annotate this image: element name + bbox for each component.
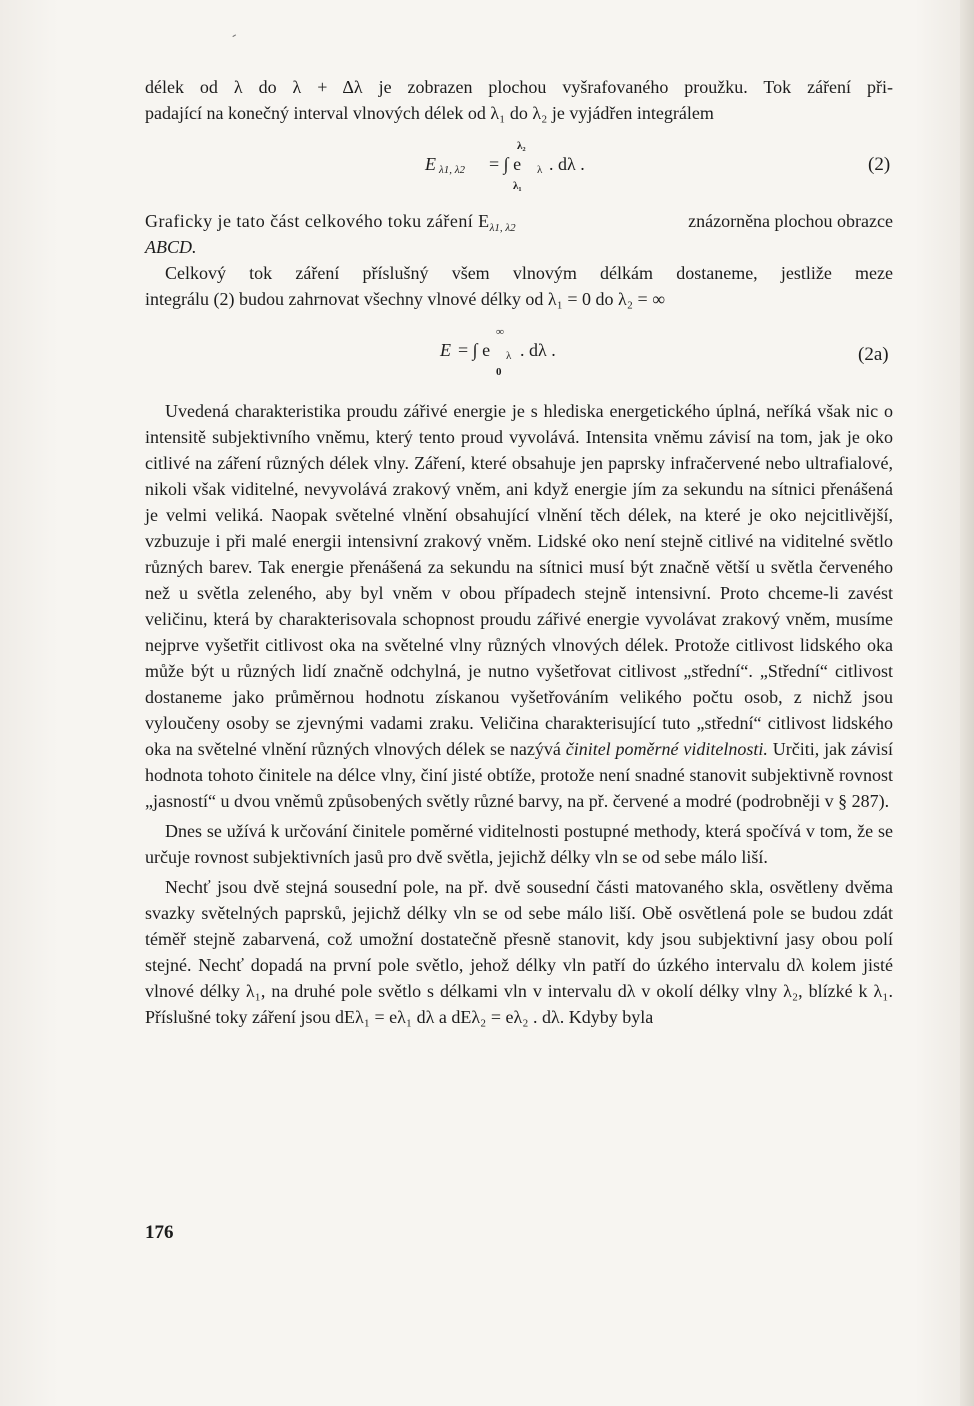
eq2-tail: . dλ . bbox=[549, 154, 585, 174]
paragraph-urciti: Určiti, jak závisí hodnota tohoto činitele na délce vlny, činí jisté obtíže, protože není snadné stanovit subjektivně rovnost „jasností“ u dvou vněmů způsobených světly různé barvy, na př. červené a modré (podrobněji v § 287). bbox=[145, 739, 893, 811]
graficky-part-2: znázorněna plochou obrazce bbox=[688, 211, 893, 231]
eq2-body-sub: λ bbox=[537, 164, 543, 176]
graficky-part-1: Graficky je tato část celkového toku záření E bbox=[145, 211, 490, 231]
eq2-number: (2) bbox=[868, 154, 891, 175]
eq2a-body: = ∫ e bbox=[458, 340, 491, 360]
eq2-lhs: E bbox=[425, 154, 436, 174]
graficky-sub: λ1, λ2 bbox=[489, 222, 516, 234]
main-body bbox=[145, 398, 893, 1030]
intro-text bbox=[145, 74, 893, 126]
term-italic: činitel poměrné viditelnosti. bbox=[565, 739, 768, 759]
graficky-text bbox=[145, 208, 893, 260]
abcd-label: ABCD. bbox=[145, 237, 197, 257]
eq2a-upper-limit: ∞ bbox=[496, 326, 504, 338]
eq2-lower-limit: λ₁ bbox=[513, 180, 522, 192]
intro-line-1: délek od λ do λ + Δλ je zobrazen plochou vyšrafovaného proužku. Tok záření při- bbox=[145, 77, 893, 97]
equation-2a bbox=[440, 326, 895, 382]
eq2a-number: (2a) bbox=[858, 344, 889, 365]
paragraph-dnes: Dnes se užívá k určování činitele poměrné viditelnosti postupné methody, která spočívá v tom, že se určuje rovnost subjektivních jasů pro dvě světla, jejichž délky vln se od sebe málo liší. bbox=[145, 821, 893, 867]
equation-2 bbox=[425, 140, 895, 196]
celkovy-line-1: Celkový tok záření příslušný všem vlnovým délkám dostaneme, jestliže meze bbox=[165, 263, 893, 283]
eq2-upper-limit: λ₂ bbox=[517, 140, 526, 152]
eq2a-tail: . dλ . bbox=[520, 340, 556, 360]
celkovy-line-2: integrálu (2) budou zahrnovat všechny vlnové délky od λ₁ = 0 do λ₂ = ∞ bbox=[145, 289, 666, 309]
paragraph-uvedena-text: Uvedená charakteristika proudu zářivé energie je s hlediska energetického úplná, neříká však nic o intensitě subjektivního vněmu, který tento proud vyvolává. Intensita vněmu závisí na tom, jak je oko citlivé na záření různých délek vlny. Záření, které obsahuje jen paprsky infračervené nebo ultrafialové, nikoli však viditelné, nevyvolává zrakový vněm, ani když energie jím za sekundu na sítnici přenášená je velmi veliká. Naopak světelné vlnění obsahující vlnění těch délek, na které je oko nejcitlivější, vzbuzuje i při malé energii intensivní zrakový vněm. Lidské oko není stejně citlivé na viditelné světlo různých barev. Tak energie přenášená za sekundu na sítnici musí být značně větší u světla červeného než u světla zeleného, aby byl vněm v obou případech stejně intensivní. Proto chceme-li zavést veličinu, která by charakterisovala schopnost proudu zářivé energie vyvolávat zrakový vněm, musíme nejprve vyšetřit citlivost oka na světelné vlny různých vlnových délek. Protože citlivost lidského oka může být u různých lidí značně odchylná, je nutno vyšetřovat citlivost „střední“. „Střední“ citlivost dostaneme jako průměrnou hodnotu získanou vyšetřováním velikého počtu osob, z nichž jsou vyloučeny osoby se zjevnými vadami zraku. Veličina charakterisující tuto „střední“ citlivost lidského oka na světelné vlnění různých vlnových délek se nazývá bbox=[145, 401, 893, 759]
page-number: 176 bbox=[145, 1222, 174, 1243]
page-speck: - bbox=[228, 27, 240, 44]
page-spine-shadow bbox=[960, 0, 974, 1406]
eq2-lhs-sub: λ1, λ2 bbox=[439, 164, 466, 176]
eq2a-lower-limit: 0 bbox=[496, 366, 502, 378]
eq2-body: = ∫ e bbox=[489, 154, 522, 174]
paragraph-uvedena bbox=[145, 398, 893, 814]
celkovy-text bbox=[145, 260, 893, 312]
paragraph-necht: Nechť jsou dvě stejná sousední pole, na př. dvě sousední části matovaného skla, osvětleny dvěma svazky světelných paprsků, jejichž délky vln se od sebe málo liší. Obě osvětlená pole se budou zdát téměř stejně zabarvená, což umožní dostatečně přesně stanovit, kdy jsou subjektivní jasy obou polí stejné. Nechť dopadá na první pole světlo, jehož délky vln patří do úzkého intervalu dλ kolem jisté vlnové délky λ₁, na druhé pole světlo s délkami vln v intervalu dλ v okolí délky vlny λ₂, blízké k λ₁. Příslušné toky záření jsou dEλ₁ = eλ₁ dλ a dEλ₂ = eλ₂ . dλ. Kdyby byla bbox=[145, 877, 893, 1027]
intro-line-2: padající na konečný interval vlnových délek od λ₁ do λ₂ je vyjádřen integrálem bbox=[145, 103, 714, 123]
eq2a-lhs: E bbox=[440, 340, 451, 360]
eq2a-body-sub: λ bbox=[506, 350, 512, 362]
